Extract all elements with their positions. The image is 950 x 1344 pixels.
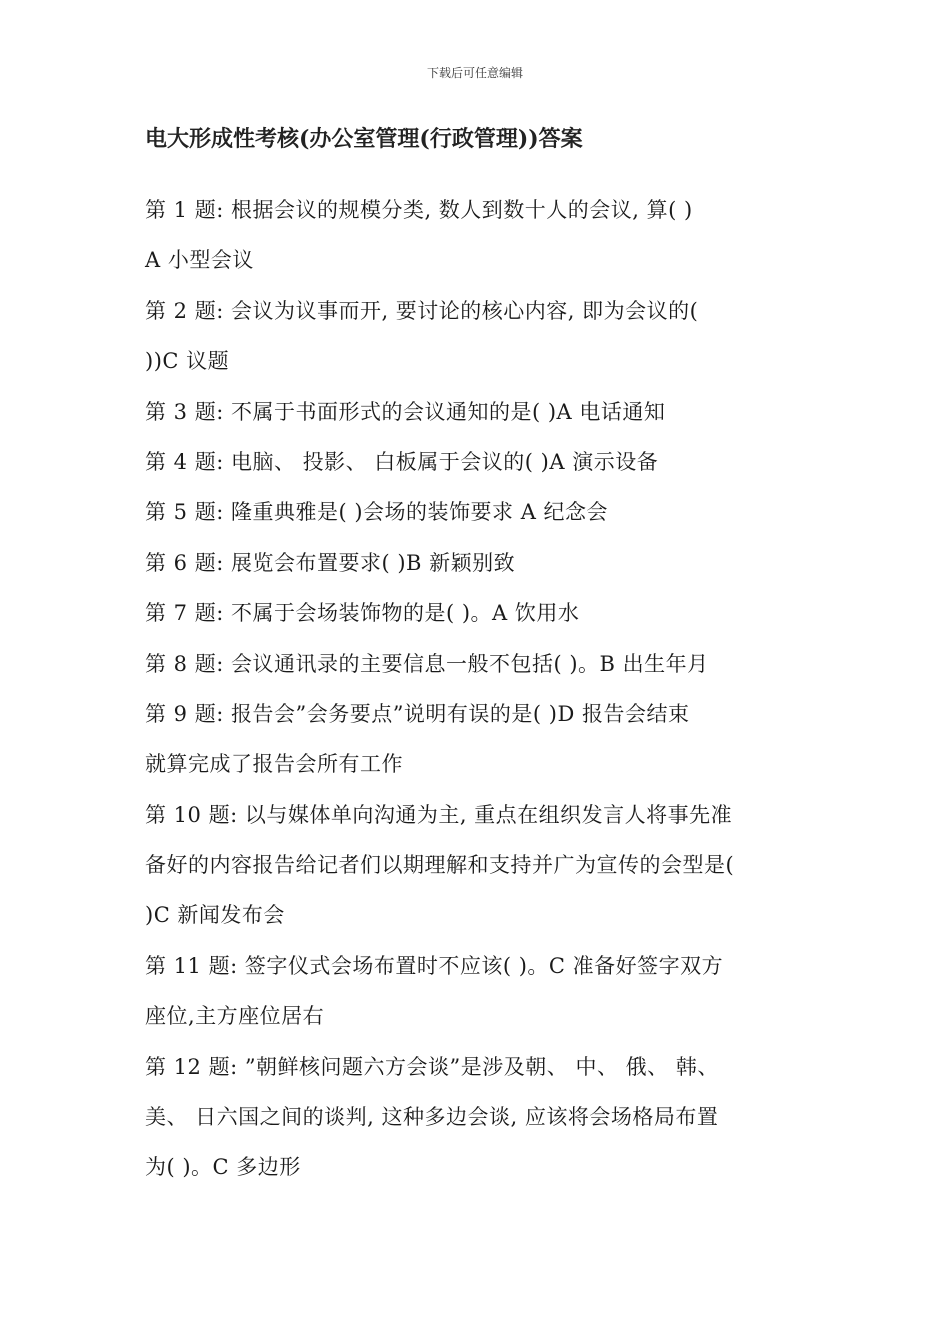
text-line: 第 2 题: 会议为议事而开, 要讨论的核心内容, 即为会议的( [145, 298, 699, 323]
text-line: 第 5 题: 隆重典雅是( )会场的装饰要求 A 纪念会 [145, 500, 609, 525]
text-line: 为( )。C 多边形 [145, 1155, 301, 1180]
text-line: 第 11 题: 签字仪式会场布置时不应该( )。C 准备好签字双方 [145, 953, 724, 978]
text-line: 第 8 题: 会议通讯录的主要信息一般不包括( )。B 出生年月 [145, 651, 709, 676]
text-line: 第 6 题: 展览会布置要求( )B 新颖别致 [145, 550, 516, 575]
document-title: 电大形成性考核(办公室管理(行政管理))答案 [145, 126, 583, 152]
text-line: )C 新闻发布会 [145, 903, 285, 928]
text-line: 第 3 题: 不属于书面形式的会议通知的是( )A 电话通知 [145, 399, 666, 424]
text-line: A 小型会议 [145, 248, 254, 273]
text-line: 第 10 题: 以与媒体单向沟通为主, 重点在组织发言人将事先准 [145, 802, 733, 827]
text-line: 备好的内容报告给记者们以期理解和支持并广为宣传的会型是( [145, 853, 735, 878]
text-line: 第 1 题: 根据会议的规模分类, 数人到数十人的会议, 算( ) [145, 198, 693, 222]
text-line: 美、 日六国之间的谈判, 这种多边会谈, 应该将会场格局布置 [145, 1105, 719, 1130]
text-line: 就算完成了报告会所有工作 [145, 752, 403, 777]
text-line: ))C 议题 [145, 349, 230, 374]
answer-list [145, 192, 835, 1200]
text-line: 座位,主方座位居右 [145, 1004, 325, 1029]
text-line: 第 7 题: 不属于会场装饰物的是( )。A 饮用水 [145, 601, 580, 626]
page-header: 下载后可任意编辑 [426, 66, 523, 80]
text-line: 第 12 题: ”朝鲜核问题六方会谈”是涉及朝、 中、 俄、 韩、 [145, 1054, 719, 1079]
text-line: 第 9 题: 报告会”会务要点”说明有误的是( )D 报告会结束 [145, 701, 690, 726]
text-line: 第 4 题: 电脑、 投影、 白板属于会议的( )A 演示设备 [145, 449, 659, 474]
